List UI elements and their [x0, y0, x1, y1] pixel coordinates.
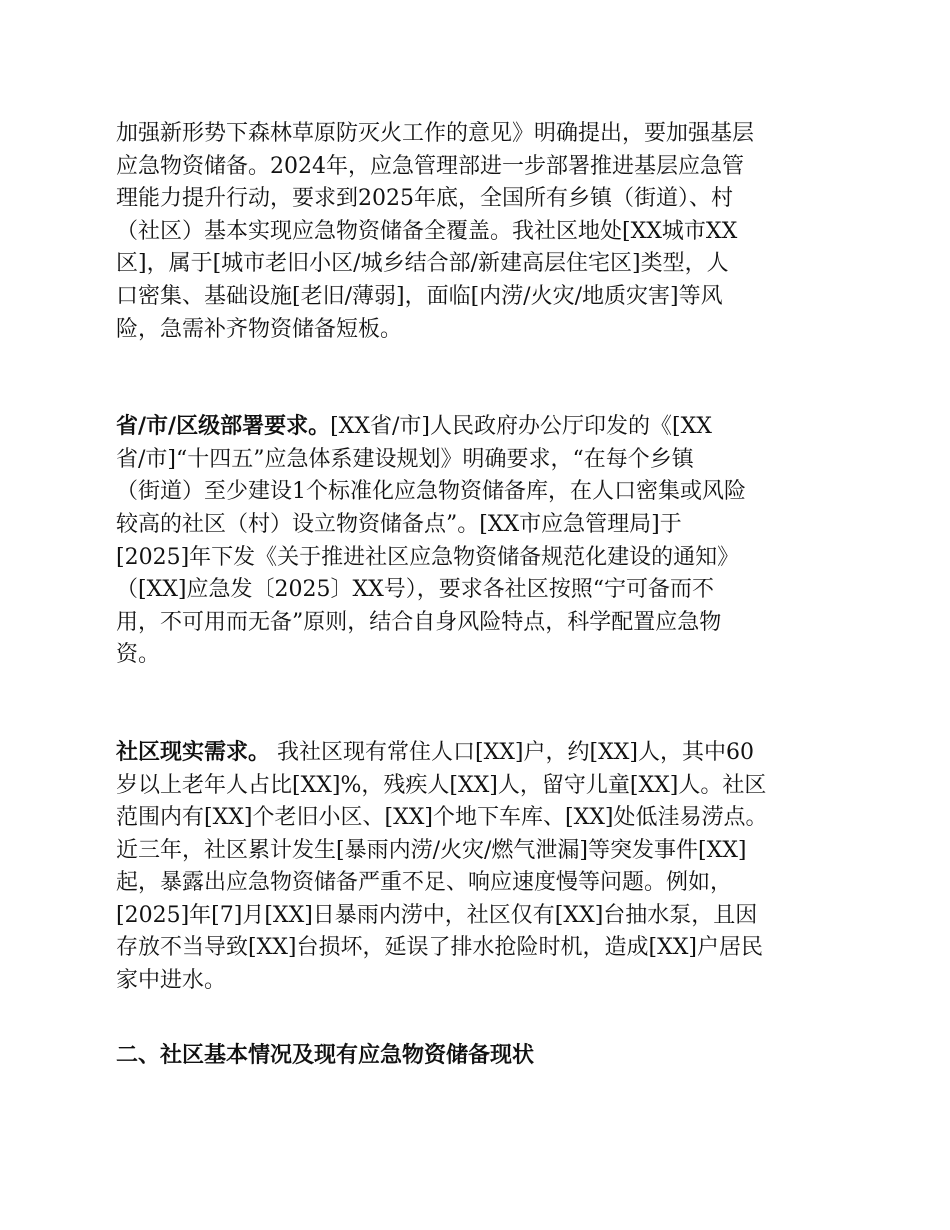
text-line: （街道）至少建设1个标准化应急物资储备库，在人口密集或风险 — [116, 479, 746, 505]
paragraph-spacer — [116, 672, 838, 737]
text-line: [2025]年[7]月[XX]日暴雨内涝中，社区仅有[XX]台抽水泵，且因 — [116, 902, 758, 928]
community-needs-paragraph — [116, 737, 838, 998]
text-run: 我社区现有常住人口[XX]户，约[XX]人，其中60 — [270, 739, 754, 765]
text-line: 加强新形势下森林草原防灭火工作的意见》明确提出，要加强基层 — [116, 121, 755, 146]
text-line: 理能力提升行动，要求到2025年底，全国所有乡镇（街道）、村 — [116, 186, 733, 212]
deployment-requirements-paragraph — [116, 411, 838, 672]
text-line: 资。 — [116, 642, 161, 668]
text-line: 口密集、基础设施[老旧/薄弱]，面临[内涝/火灾/地质灾害]等风 — [116, 283, 723, 309]
text-line: [2025]年下发《关于推进社区应急物资储备规范化建设的通知》 — [116, 544, 740, 570]
text-line: 家中进水。 — [116, 968, 227, 994]
text-line: 险，急需补齐物资储备短板。 — [116, 316, 403, 342]
text-line: （[XX]应急发〔2025〕XX号），要求各社区按照“宁可备而不 — [116, 577, 715, 603]
background-paragraph — [116, 118, 838, 346]
paragraph-lead: 社区现实需求。 — [116, 739, 271, 765]
text-line: 用，不可用而无备”原则，结合自身风险特点，科学配置应急物 — [116, 609, 722, 635]
text-line: （社区）基本实现应急物资储备全覆盖。我社区地处[XX城市XX — [116, 218, 738, 244]
text-line: 起，暴露出应急物资储备严重不足、响应速度慢等问题。例如， — [116, 870, 733, 896]
paragraph-spacer — [116, 346, 838, 411]
document-body — [116, 118, 838, 998]
text-line: 岁以上老年人占比[XX]%，残疾人[XX]人，留守儿童[XX]人。社区 — [116, 772, 767, 798]
text-line — [116, 737, 838, 770]
text-line: 应急物资储备。2024年，应急管理部进一步部署推进基层应急管 — [116, 153, 744, 179]
text-line: 区]，属于[城市老旧小区/城乡结合部/新建高层住宅区]类型，人 — [116, 251, 729, 277]
text-line: 较高的社区（村）设立物资储备点”。[XX市应急管理局]于 — [116, 511, 682, 537]
text-line: 近三年，社区累计发生[暴雨内涝/火灾/燃气泄漏]等突发事件[XX] — [116, 837, 747, 863]
text-run: [XX省/市]人民政府办公厅印发的《[XX — [330, 414, 712, 440]
paragraph-lead: 省/市/区级部署要求。 — [116, 414, 331, 440]
section-heading: 二、社区基本情况及现有应急物资储备现状 — [116, 1043, 535, 1068]
text-line: 存放不当导致[XX]台损坏，延误了排水抢险时机，造成[XX]户居民 — [116, 935, 763, 961]
text-line — [116, 411, 838, 444]
text-line: 范围内有[XX]个老旧小区、[XX]个地下车库、[XX]处低洼易涝点。 — [116, 805, 768, 831]
text-line: 省/市]“十四五”应急体系建设规划》明确要求，“在每个乡镇 — [116, 446, 694, 472]
